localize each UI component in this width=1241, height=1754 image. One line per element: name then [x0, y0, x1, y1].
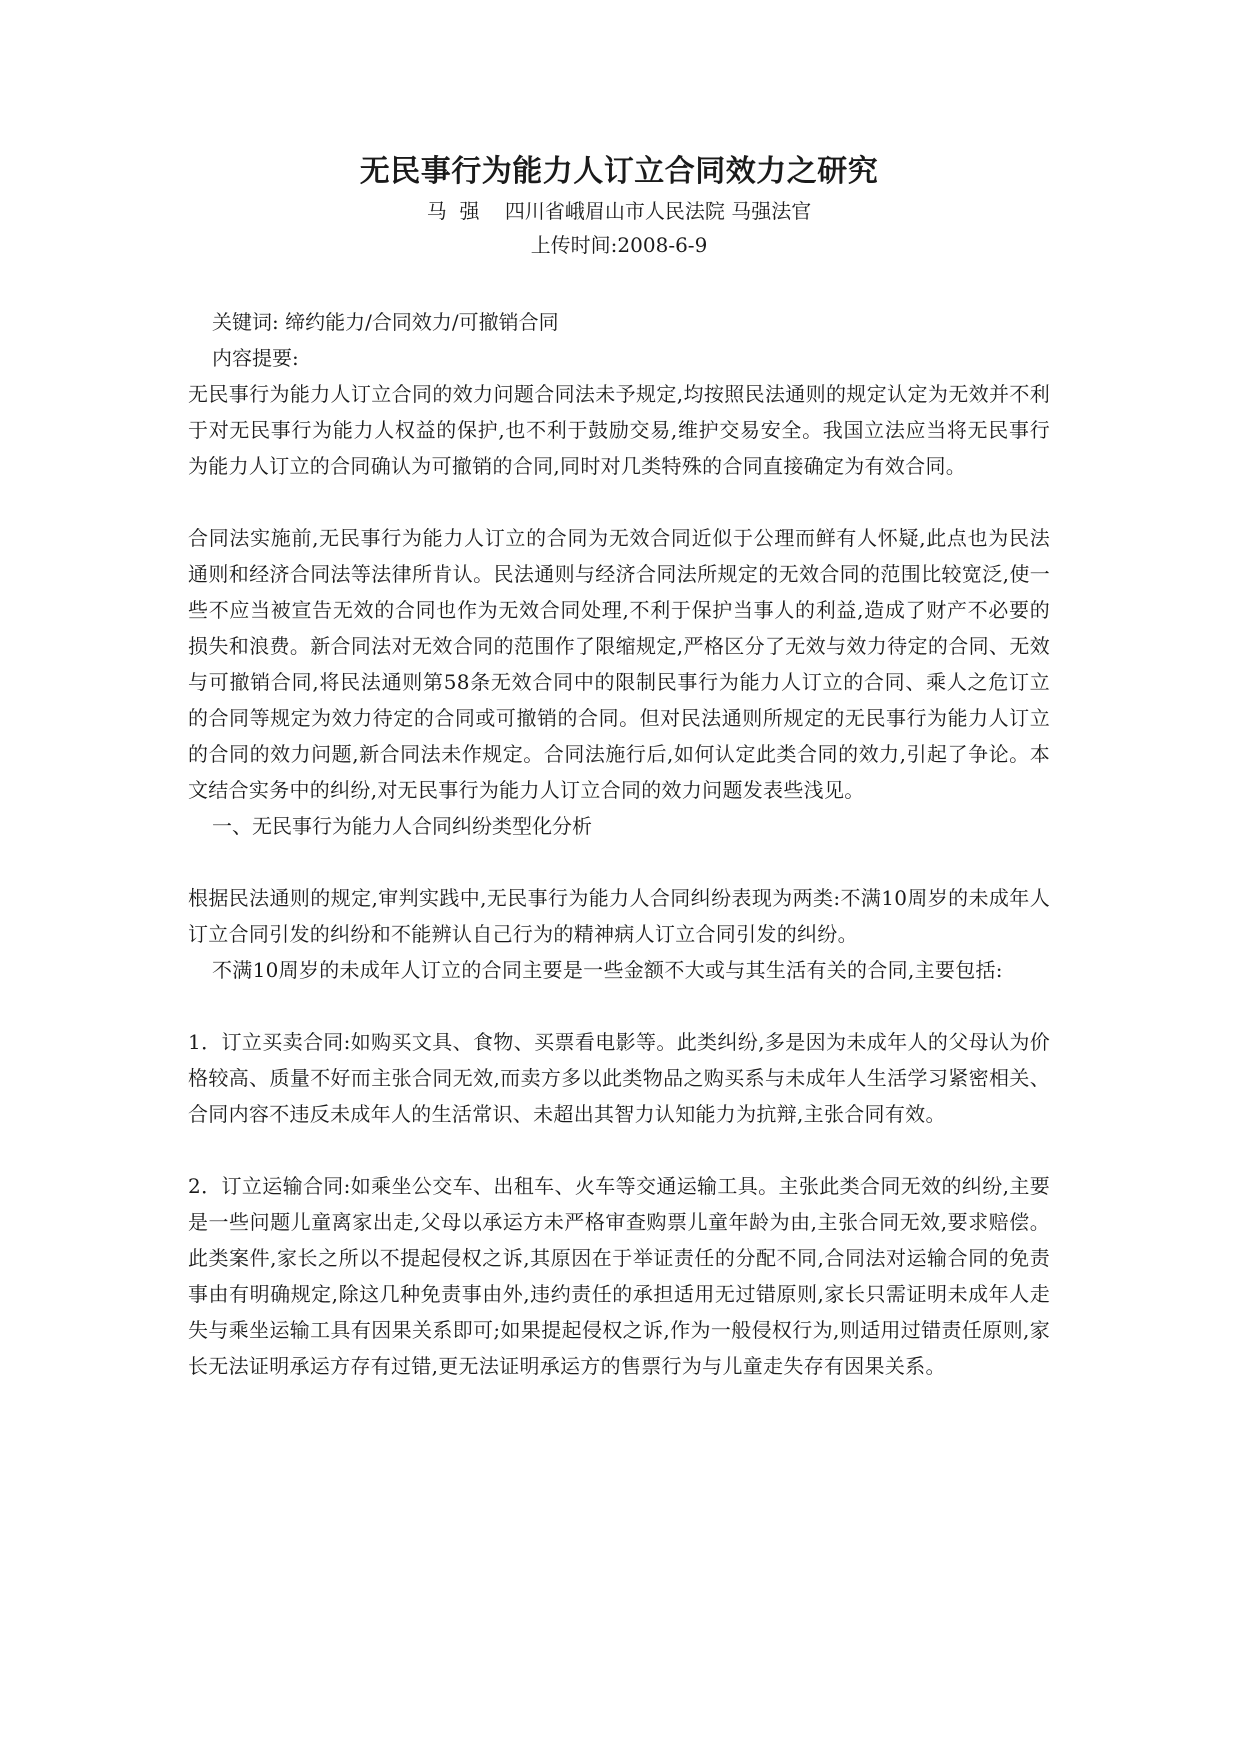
paragraph-gap — [188, 484, 1050, 520]
section-heading: 一、无民事行为能力人合同纠纷类型化分析 — [212, 814, 592, 838]
list-item: 2．订立运输合同:如乘坐公交车、出租车、火车等交通运输工具。主张此类合同无效的纠纷,主要是一些问题儿童离家出走,父母以承运方未严格审查购票儿童年龄为由,主张合同无效,要求赔偿。此类案件,家长之所以不提起侵权之诉,其原因在于举证责任的分配不同,合同法对运输合同的免责事由有明确规定,除这几种免责事由外,违约责任的承担适用无过错原则,家长只需证明未成年人走失与乘坐运输工具有因果关系即可;如果提起侵权之诉,作为一般侵权行为,则适用过错责任原则,家长无法证明承运方存有过错,更无法证明承运方的售票行为与儿童走失存有因果关系。 — [188, 1174, 1050, 1378]
abstract-label: 内容提要: — [212, 346, 299, 370]
paragraph-gap — [188, 1132, 1050, 1168]
section-paragraph: 根据民法通则的规定,审判实践中,无民事行为能力人合同纠纷表现为两类:不满10周岁的未成年人订立合同引发的纠纷和不能辨认自己行为的精神病人订立合同引发的纠纷。 — [188, 886, 1050, 946]
author-line: 马 强 四川省峨眉山市人民法院 马强法官 — [426, 199, 812, 223]
keywords: 关键词: 缔约能力/合同效力/可撤销合同 — [212, 310, 559, 334]
section-paragraph: 不满10周岁的未成年人订立的合同主要是一些金额不大或与其生活有关的合同,主要包括: — [212, 958, 1003, 982]
list-item: 1．订立买卖合同:如购买文具、食物、买票看电影等。此类纠纷,多是因为未成年人的父母认为价格较高、质量不好而主张合同无效,而卖方多以此类物品之购买系与未成年人生活学习紧密相关、合同内容不违反未成年人的生活常识、未超出其智力认知能力为抗辩,主张合同有效。 — [188, 1030, 1050, 1126]
paragraph-gap — [188, 844, 1050, 880]
abstract-text: 无民事行为能力人订立合同的效力问题合同法未予规定,均按照民法通则的规定认定为无效并不利于对无民事行为能力人权益的保护,也不利于鼓励交易,维护交易安全。我国立法应当将无民事行为能力人订立的合同确认为可撤销的合同,同时对几类特殊的合同直接确定为有效合同。 — [188, 382, 1050, 478]
paragraph-gap — [188, 988, 1050, 1024]
intro-paragraph: 合同法实施前,无民事行为能力人订立的合同为无效合同近似于公理而鲜有人怀疑,此点也为民法通则和经济合同法等法律所肯认。民法通则与经济合同法所规定的无效合同的范围比较宽泛,使一些不应当被宣告无效的合同也作为无效合同处理,不利于保护当事人的利益,造成了财产不必要的损失和浪费。新合同法对无效合同的范围作了限缩规定,严格区分了无效与效力待定的合同、无效与可撤销合同,将民法通则第58条无效合同中的限制民事行为能力人订立的合同、乘人之危订立的合同等规定为效力待定的合同或可撤销的合同。但对民法通则所规定的无民事行为能力人订立的合同的效力问题,新合同法未作规定。合同法施行后,如何认定此类合同的效力,引起了争论。本文结合实务中的纠纷,对无民事行为能力人订立合同的效力问题发表些浅见。 — [188, 526, 1050, 802]
upload-time: 上传时间:2008-6-9 — [530, 233, 708, 257]
document-page — [188, 150, 1050, 1384]
article-title: 无民事行为能力人订立合同效力之研究 — [359, 154, 879, 189]
